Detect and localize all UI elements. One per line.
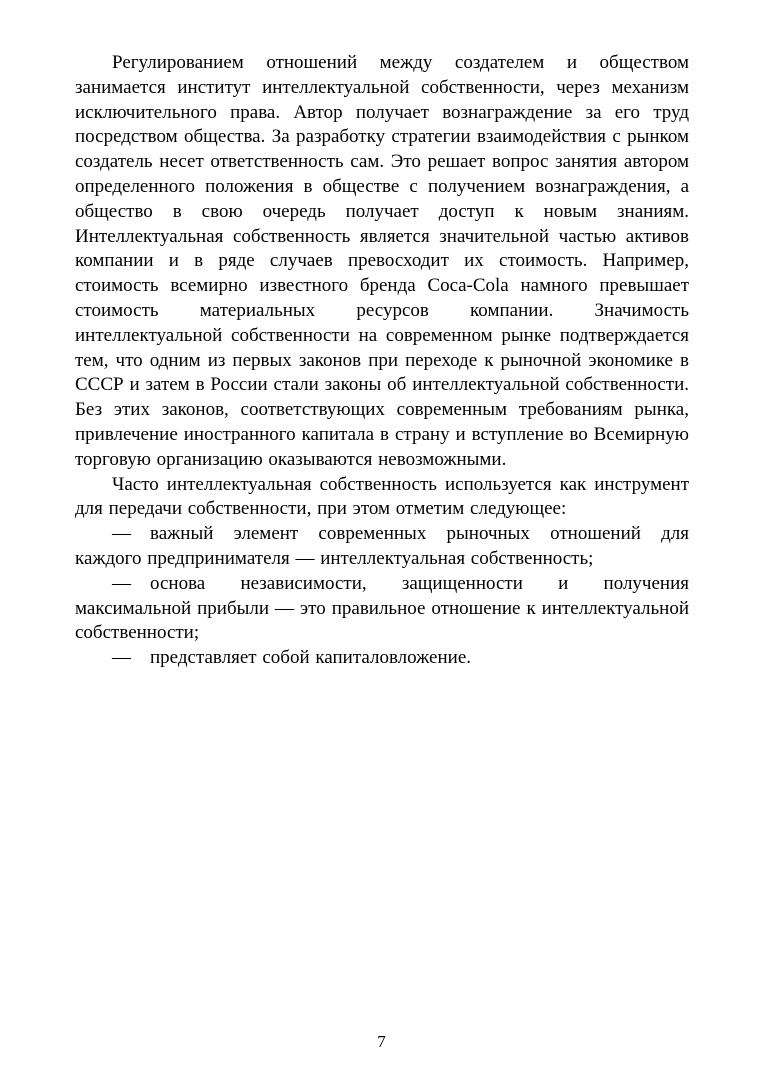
body-paragraph-2: Часто интеллектуальная собственность используется как инструмент для передачи собственности, при этом отметим следующее: — [75, 473, 689, 520]
list-item-2: — основа независимости, защищенности и получения максимальной прибыли — это правильное отношение к интеллектуальной собственности; — [75, 572, 689, 644]
page-text-block — [75, 51, 689, 671]
list-item-3: — представляет собой капиталовложение. — [112, 647, 472, 669]
body-paragraph-1: Регулированием отношений между создателем и обществом занимается институт интеллектуальной собственности, через механизм исключительного права. Автор получает вознаграждение за его труд посредством общества. За разработку стратегии взаимодействия с рынком создатель несет ответственность сам. Это решает вопрос занятия автором определенного положения в обществе с получением вознаграждения, а общество в свою очередь получает доступ к новым знаниям. Интеллектуальная собственность является значительной частью активов компании и в ряде случаев превосходит их стоимость. Например, стоимость всемирно известного бренда Coca-Cola намного превышает стоимость материальных ресурсов компании. Значимость интеллектуальной собственности на современном рынке подтверждается тем, что одним из первых законов при переходе к рыночной экономике в СССР и затем в России стали законы об интеллектуальной собственности. Без этих законов, соответствующих современным требованиям рынка, привлечение иностранного капитала в страну и вступление во Всемирную торговую организацию оказываются невозможными. — [75, 52, 689, 470]
page-number: 7 — [377, 1032, 386, 1051]
list-item-1: — важный элемент современных рыночных отношений для каждого предпринимателя — интеллектуальная собственность; — [75, 523, 689, 569]
